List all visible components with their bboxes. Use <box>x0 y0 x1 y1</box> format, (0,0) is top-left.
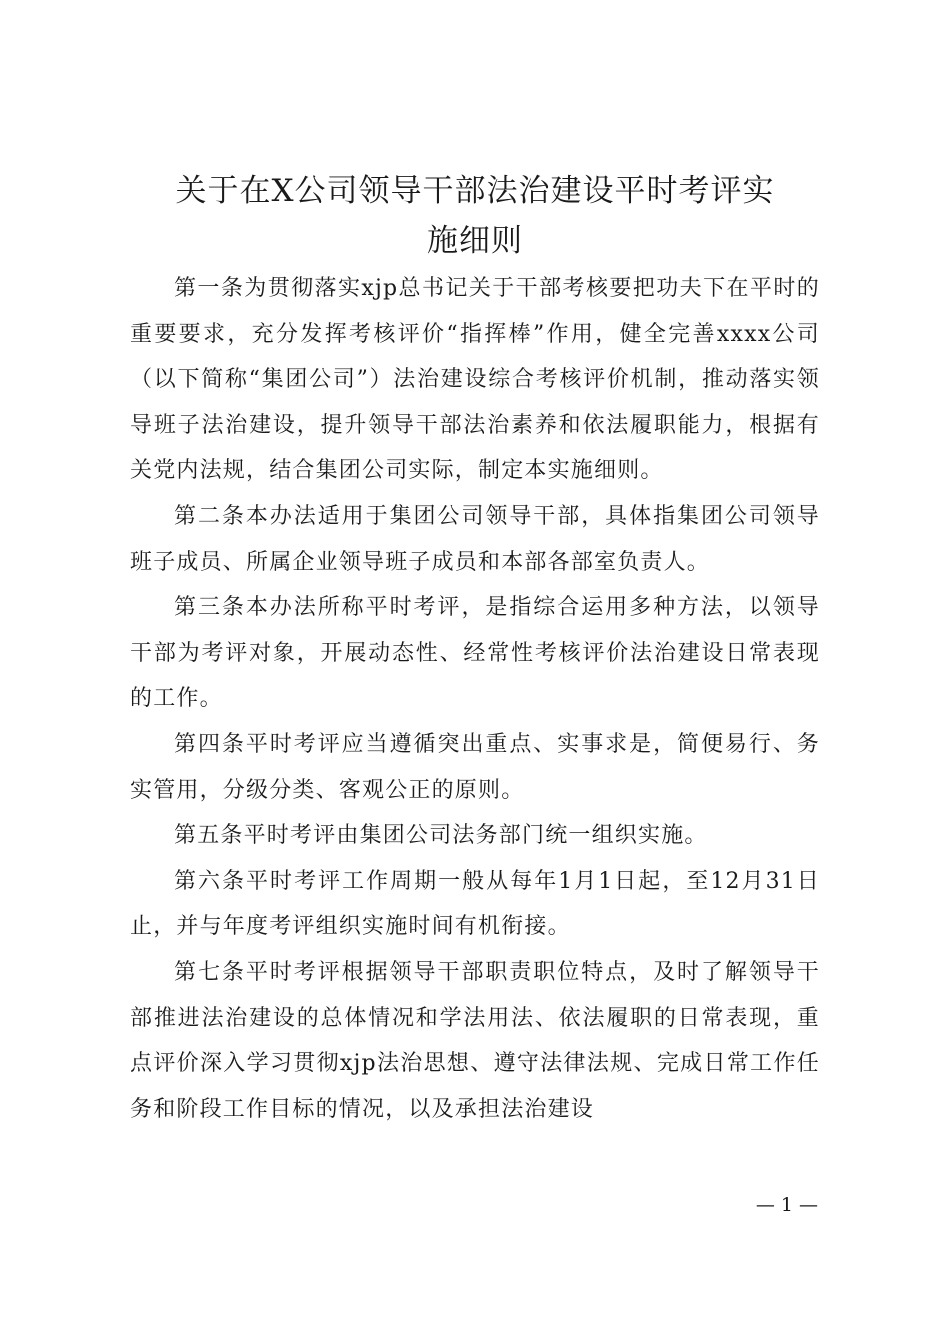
article-1-paragraph: 第一条为贯彻落实xjp总书记关于干部考核要把功夫下在平时的重要要求，充分发挥考核评价“指挥棒”作用，健全完善xxxx公司（以下简称“集团公司”）法治建设综合考核评价机制，推动落实领导班子法治建设，提升领导干部法治素养和依法履职能力，根据有关党内法规，结合集团公司实际，制定本实施细则。 <box>130 276 820 484</box>
article-5-paragraph: 第五条平时考评由集团公司法务部门统一组织实施。 <box>174 823 708 849</box>
page-number: — 1 — <box>755 1194 818 1216</box>
document-body <box>130 266 820 1132</box>
article-6-paragraph: 第六条平时考评工作周期一般从每年1月1日起，至12月31日止，并与年度考评组织实施时间有机衔接。 <box>130 868 820 940</box>
article-4-paragraph: 第四条平时考评应当遵循突出重点、实事求是，简便易行、务实管用，分级分类、客观公正的原则。 <box>130 731 820 803</box>
title-line-1: 关于在X公司领导干部法治建设平时考评实 <box>175 173 775 209</box>
article-3-paragraph: 第三条本办法所称平时考评，是指综合运用多种方法，以领导干部为考评对象，开展动态性、经常性考核评价法治建设日常表现的工作。 <box>130 595 820 712</box>
article-2-paragraph: 第二条本办法适用于集团公司领导干部，具体指集团公司领导班子成员、所属企业领导班子成员和本部各部室负责人。 <box>130 503 820 575</box>
title-line-2: 施细则 <box>427 223 523 259</box>
document-title <box>130 166 820 266</box>
article-7-paragraph: 第七条平时考评根据领导干部职责职位特点，及时了解领导干部推进法治建设的总体情况和学法用法、依法履职的日常表现，重点评价深入学习贯彻xjp法治思想、遵守法律法规、完成日常工作任务和阶段工作目标的情况，以及承担法治建设 <box>130 959 820 1122</box>
